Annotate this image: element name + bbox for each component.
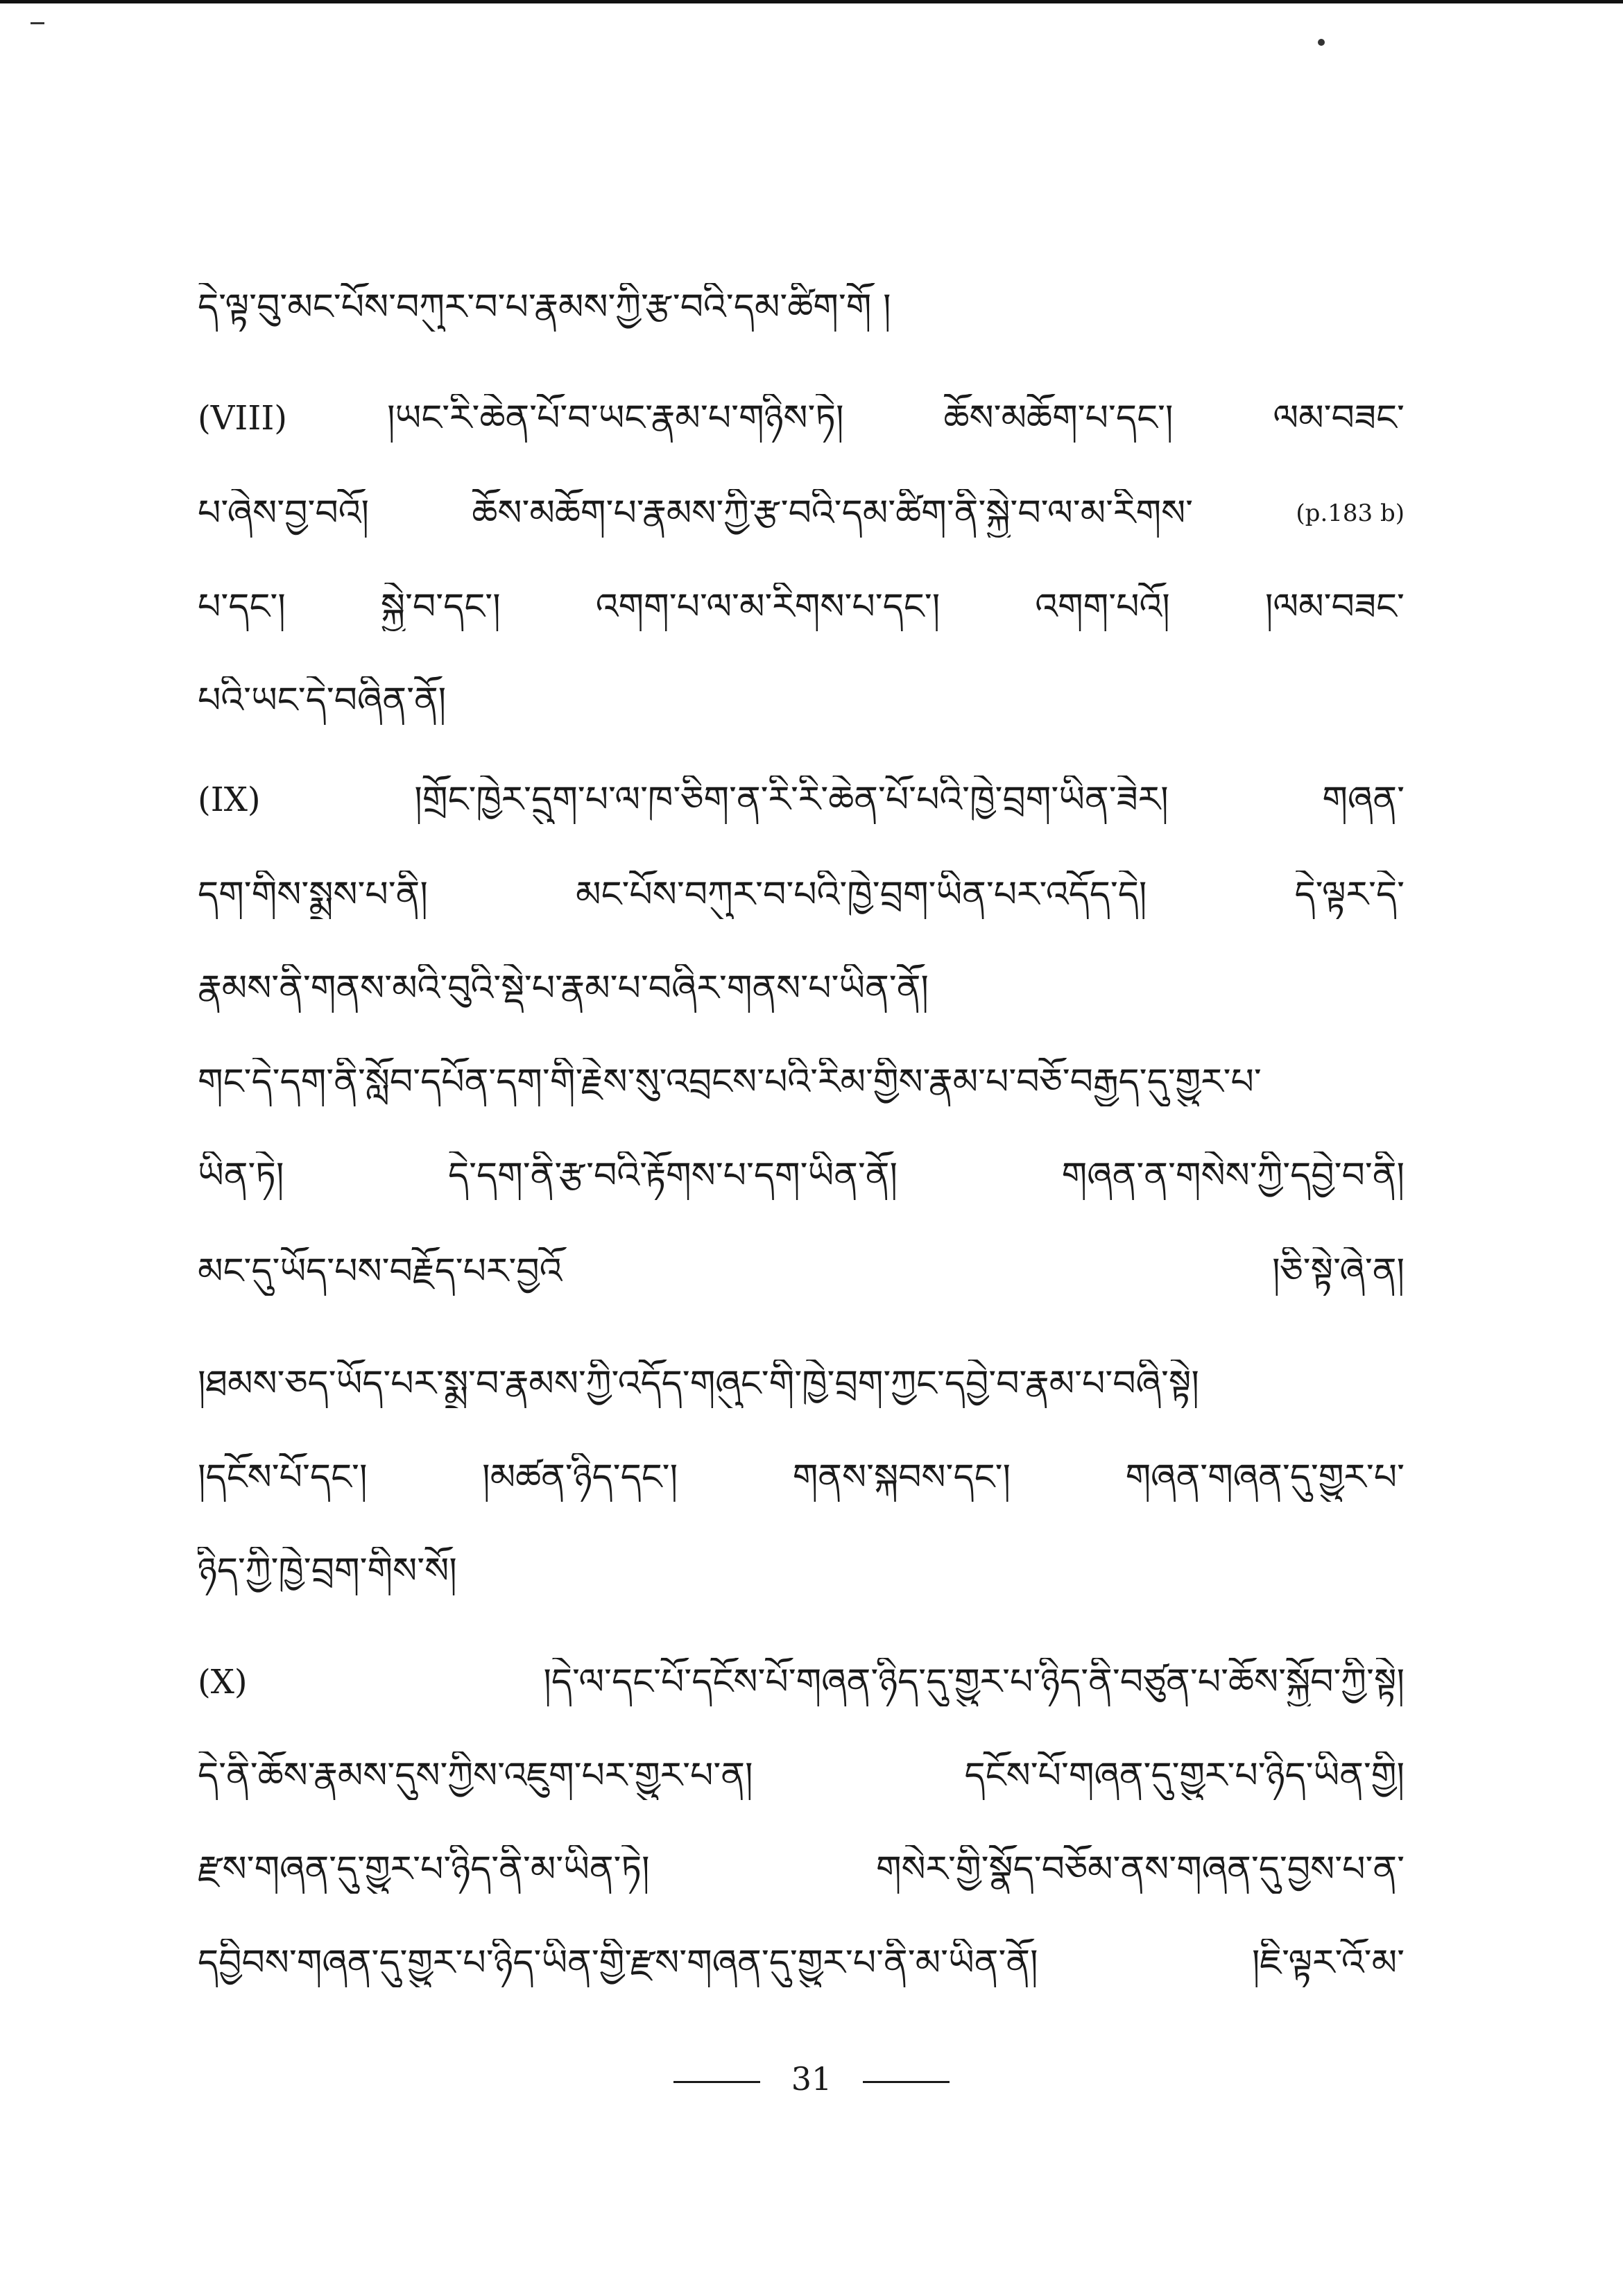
text-line [198,489,1405,538]
text-segment: །དངོས་པོ་དང་། [198,1457,368,1498]
page-reference: (p.183 b) [1296,499,1405,527]
text-segment: དངོས་པོ་གཞན་དུ་གྱུར་པ་ཉིད་ཡིན་གྱི། [964,1755,1405,1797]
page-footer [0,2060,1623,2098]
footer-dash-right [863,2081,950,2083]
text-segment: སྐྱེ་བ་དང་། [380,586,501,628]
text-segment: གང་དེ་དག་ནི་སློབ་དཔོན་དག་གི་རྗེས་སུ་འབྲངས་པའི་རིམ་གྱིས་རྣམ་པ་བཅོ་བརྒྱད་དུ་གྱུར་པ་ [198,1061,1262,1103]
text-line [198,394,1405,443]
text-line [198,776,1405,824]
text-line [198,1360,1405,1408]
text-line [198,1751,1405,1800]
text-line [198,1058,1405,1106]
text-line [198,676,1405,725]
text-segment: །ཅི་སྟེ་ཞེ་ན། [1272,1251,1405,1292]
text-segment: རྫས་གཞན་དུ་གྱུར་པ་ཉིད་ནི་མ་ཡིན་ཏེ། [198,1849,650,1890]
text-segment: །ཐམས་ཅད་ཡོད་པར་སྨྲ་བ་རྣམས་ཀྱི་འདོད་གཞུང་གི་ཁྱེ་བྲག་ཀྱང་དབྱེ་བ་རྣམ་པ་བཞི་སྟེ། [198,1363,1199,1405]
text-segment: གཞན་ [1322,779,1405,821]
text-segment: དབྱིབས་གཞན་དུ་གྱུར་པ་ཉིད་ཡིན་གྱི་རྫས་གཞན་དུ་གྱུར་པ་ནི་མ་ཡིན་ནོ། [198,1942,1038,1984]
text-segment: དེ་ལྟར་དེ་ [1294,874,1405,916]
text-segment: དེ་ནི་ཆོས་རྣམས་དུས་ཀྱིས་འཇུག་པར་གྱུར་པ་ན། [198,1755,753,1797]
text-segment: རྣམས་ནི་གནས་མའི་བུའི་སྡེ་པ་རྣམ་པ་བཞིར་གནས་པ་ཡིན་ནོ། [198,968,929,1009]
text-segment: །མཚན་ཉིད་དང་། [482,1457,678,1498]
scan-dot [1318,39,1325,46]
text-line [198,1658,1405,1706]
text-line [198,1151,1405,1200]
text-segment: གནས་སྐབས་དང་། [792,1457,1011,1498]
text-segment: མང་པོས་བཀུར་བ་པའི་ཁྱེ་བྲག་ཡིན་པར་འདོད་དེ། [576,874,1147,916]
text-segment: དེ་ལྟ་བུ་མང་པོས་བཀུར་བ་པ་རྣམས་ཀྱི་རྩ་བའི་དམ་ཚིག་གོ ། [198,286,891,328]
text-segment: མང་དུ་ཡོད་པས་བརྗོད་པར་བྱའོ [198,1251,563,1292]
text-line [198,283,1405,332]
text-segment: །དེ་ལ་དང་པོ་དངོས་པོ་གཞན་ཉིད་དུ་གྱུར་པ་ཉིད་ནི་བཙུན་པ་ཆོས་སྐྱོབ་ཀྱི་སྟེ། [543,1661,1405,1703]
text-segment: །ལམ་བཟང་ [1264,586,1405,628]
text-segment: །ཡང་རི་ཆེན་པོ་བ་ཡང་རྣམ་པ་གཉིས་ཏེ། [386,397,844,439]
text-line [198,1939,1405,1987]
top-rule [0,0,1623,3]
text-line [198,964,1405,1013]
text-segment: །གྲོང་ཁྱེར་དྲུག་པ་ལ་ཁ་ཅིག་ན་རི་རི་ཆེན་པོ་པའི་ཁྱེ་བྲག་ཡིན་ཟེར། [414,779,1169,821]
section-marker: (X) [198,1663,248,1702]
text-segment: པའི་ཡང་དེ་བཞིན་ནོ། [198,680,447,721]
text-segment: ལམ་བཟང་ [1273,397,1405,439]
text-segment: འགག་པའོ། [1035,586,1170,628]
text-line [198,1453,1405,1502]
text-line [198,1247,1405,1296]
text-segment: པ་ཞེས་བྱ་བའོ། [198,492,370,534]
text-segment: དག་གིས་སྨྲས་པ་ནི། [198,874,428,916]
text-segment: ཡིན་ཏེ། [198,1155,284,1197]
text-segment: །ཇི་ལྟར་འོ་མ་ [1251,1942,1405,1984]
section-marker: (IX) [198,780,261,819]
text-line [198,1845,1405,1894]
page-number: 31 [791,2060,832,2098]
text-segment: གཞན་གཞན་དུ་གྱུར་པ་ [1125,1457,1405,1498]
scan-mark [31,22,44,24]
text-line [198,583,1405,631]
section-marker: (VIII) [198,399,287,438]
text-segment: ཆོས་མཆོག་པ་རྣམས་ཀྱི་རྩ་བའི་དམ་ཚིག་ནི་སྐྱེ་བ་ལ་མ་རིགས་ [472,492,1194,534]
text-line [198,871,1405,919]
text-line [198,1547,1405,1595]
text-segment: ཆོས་མཆོག་པ་དང་། [943,397,1174,439]
text-segment: པ་དང་། [198,586,286,628]
text-segment: ཉིད་ཀྱི་ཁྱེ་བྲག་གིས་སོ། [198,1550,457,1592]
text-segment: གསེར་གྱི་སྣོད་བཅོམ་ནས་གཞན་དུ་བྱས་པ་ན་ [875,1849,1405,1890]
text-segment: འགག་པ་ལ་མ་རིགས་པ་དང་། [595,586,941,628]
text-segment: གཞན་ན་གསེས་ཀྱི་དབྱེ་བ་ནི། [1061,1155,1405,1197]
footer-dash-left [673,2081,760,2083]
text-segment: དེ་དག་ནི་རྩ་བའི་རྟོགས་པ་དག་ཡིན་ནོ། [448,1155,898,1197]
